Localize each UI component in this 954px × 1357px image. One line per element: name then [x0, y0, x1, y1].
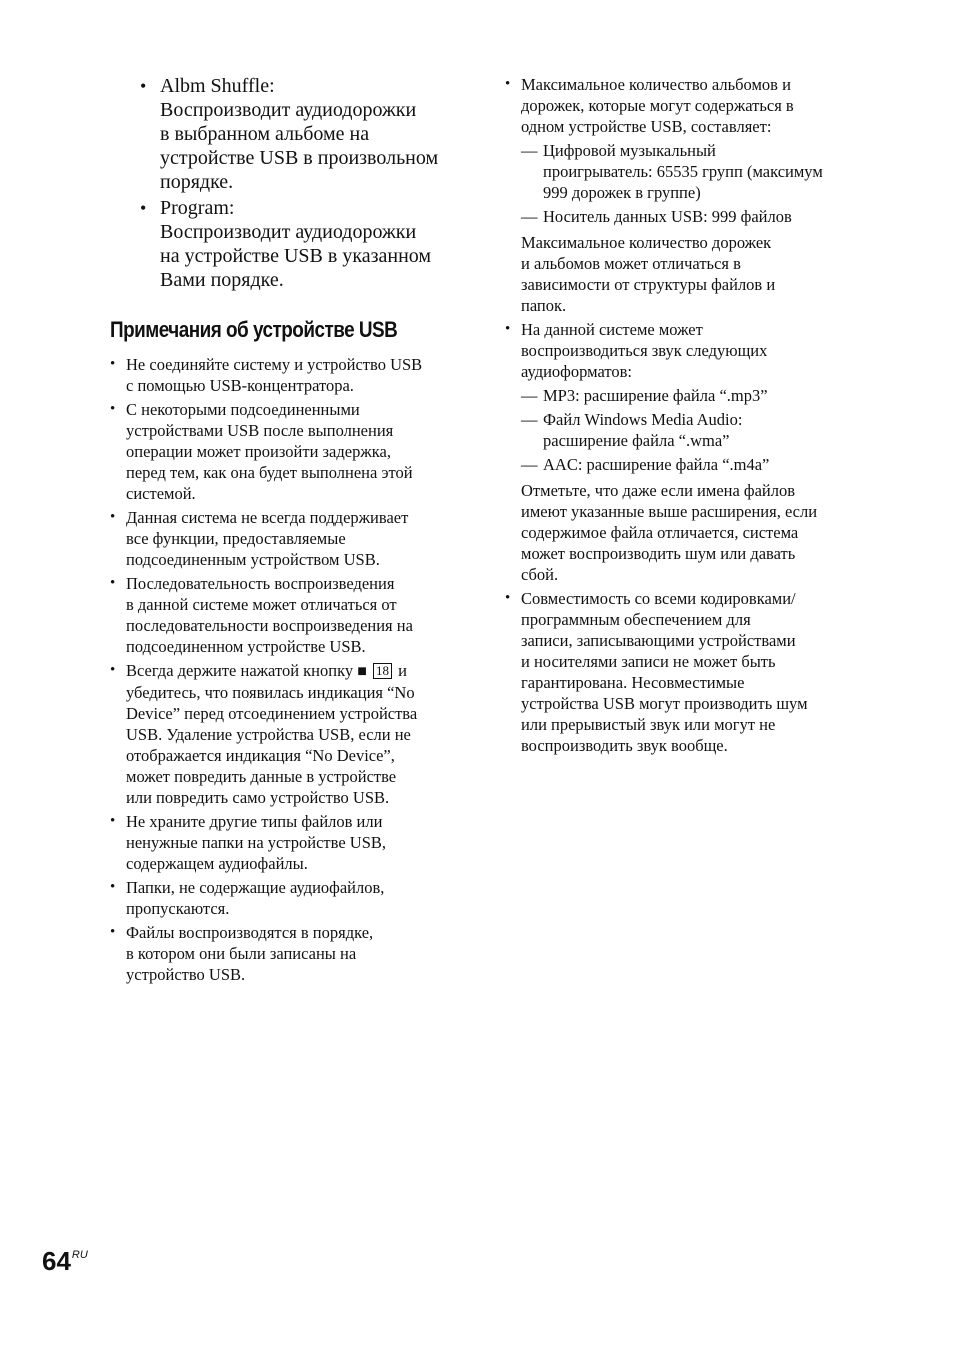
dash-line: MP3: расширение файла “.mp3” — [543, 386, 768, 405]
dash-mark: — — [521, 141, 538, 160]
note-line: Последовательность воспроизведения — [126, 574, 395, 593]
note-continuation — [505, 232, 865, 316]
note-line: USB. Удаление устройства USB, если не — [126, 725, 411, 744]
bullet: • — [140, 76, 147, 96]
note-line: системой. — [126, 484, 196, 503]
page-number-value: 64 — [42, 1246, 71, 1276]
note-continuation — [505, 480, 865, 585]
item-title: Albm Shuffle: — [160, 75, 275, 97]
note-line: Не соединяйте систему и устройство USB — [126, 355, 423, 374]
note-line: На данной системе может — [521, 320, 703, 339]
note-line: подсоединенном устройстве USB. — [126, 637, 366, 656]
dash-line: Файл Windows Media Audio: — [543, 410, 743, 429]
note-line: папок. — [521, 296, 567, 315]
note-line: устройствами USB после выполнения — [126, 421, 394, 440]
list-item-program — [140, 196, 470, 292]
dash-line: расширение файла “.wma” — [543, 431, 730, 450]
note-line: гарантирована. Несовместимые — [521, 673, 745, 692]
item-line: Воспроизводит аудиодорожки — [160, 99, 417, 121]
note-line: С некоторыми подсоединенными — [126, 400, 360, 419]
note-item — [110, 399, 460, 504]
item-line: на устройстве USB в указанном — [160, 245, 432, 267]
bullet: • — [110, 401, 116, 417]
note-item — [110, 877, 460, 919]
dash-item — [505, 206, 865, 227]
note-line: воспроизводиться звук следующих — [521, 341, 768, 360]
note-text: Всегда держите нажатой кнопку — [126, 661, 354, 680]
note-line: устройство USB. — [126, 965, 246, 984]
dash-item — [505, 140, 865, 203]
note-text: и — [398, 661, 407, 680]
note-line: имеют указанные выше расширения, если — [521, 502, 818, 521]
note-line: сбой. — [521, 565, 559, 584]
note-line: Данная система не всегда поддерживает — [126, 508, 409, 527]
dash-line: проигрыватель: 65535 групп (максимум — [543, 162, 823, 181]
dash-item — [505, 409, 865, 451]
dash-item — [505, 385, 865, 406]
note-line: или повредить само устройство USB. — [126, 788, 390, 807]
item-line: порядке. — [160, 171, 234, 193]
note-line: дорожек, которые могут содержаться в — [521, 96, 794, 115]
note-item — [110, 922, 460, 985]
note-line: одном устройстве USB, составляет: — [521, 117, 772, 136]
playback-modes-list — [140, 74, 470, 292]
note-item — [110, 507, 460, 570]
note-item — [110, 660, 460, 808]
note-item-compatibility — [505, 588, 865, 756]
dash-line: Цифровой музыкальный — [543, 141, 716, 160]
bullet: • — [110, 813, 116, 829]
note-line: все функции, предоставляемые — [126, 529, 346, 548]
note-line: устройства USB могут производить шум — [521, 694, 808, 713]
dash-item — [505, 454, 865, 475]
bullet: • — [505, 321, 511, 337]
dash-mark: — — [521, 410, 538, 429]
note-line: перед тем, как она будет выполнена этой — [126, 463, 413, 482]
dash-line: AAC: расширение файла “.m4a” — [543, 455, 770, 474]
note-item-max-count — [505, 74, 865, 137]
note-line: Не храните другие типы файлов или — [126, 812, 383, 831]
note-line: последовательности воспроизведения на — [126, 616, 413, 635]
note-line: операции может произойти задержка, — [126, 442, 391, 461]
note-line: пропускаются. — [126, 899, 230, 918]
note-line: в котором они были записаны на — [126, 944, 357, 963]
dash-line: Носитель данных USB: 999 файлов — [543, 207, 792, 226]
note-line: Максимальное количество дорожек — [521, 233, 772, 252]
dash-line: 999 дорожек в группе) — [543, 183, 701, 202]
usb-notes-section — [110, 316, 460, 988]
bullet: • — [110, 509, 116, 525]
note-item — [110, 354, 460, 396]
stop-icon: ■ — [357, 663, 367, 680]
note-line: отображается индикация “No Device”, — [126, 746, 395, 765]
dash-mark: — — [521, 455, 538, 474]
reference-number: 18 — [373, 663, 392, 679]
note-line — [126, 660, 460, 682]
note-item — [110, 811, 460, 874]
bullet: • — [110, 924, 116, 940]
bullet: • — [505, 590, 511, 606]
note-line: с помощью USB-концентратора. — [126, 376, 354, 395]
note-line: Файлы воспроизводятся в порядке, — [126, 923, 374, 942]
note-line: в данной системе может отличаться от — [126, 595, 397, 614]
bullet: • — [110, 356, 116, 372]
page-number — [42, 1246, 88, 1277]
note-line: программным обеспечением для — [521, 610, 751, 629]
bullet: • — [110, 575, 116, 591]
note-line: Device” перед отсоединением устройства — [126, 704, 418, 723]
note-line: убедитесь, что появилась индикация “No — [126, 683, 415, 702]
dash-mark: — — [521, 386, 538, 405]
bullet: • — [140, 198, 147, 218]
item-line: в выбранном альбоме на — [160, 123, 370, 145]
bullet: • — [505, 76, 511, 92]
bullet: • — [110, 662, 116, 678]
note-line: записи, записывающими устройствами — [521, 631, 796, 650]
list-item-albm-shuffle — [140, 74, 470, 194]
note-line: может воспроизводить шум или давать — [521, 544, 796, 563]
note-line: Максимальное количество альбомов и — [521, 75, 791, 94]
note-line: ненужные папки на устройстве USB, — [126, 833, 387, 852]
note-line: содержимое файла отличается, система — [521, 523, 799, 542]
note-item-audio-formats — [505, 319, 865, 382]
note-item — [110, 573, 460, 657]
bullet: • — [110, 879, 116, 895]
item-title: Program: — [160, 197, 235, 219]
note-line: и носителями записи не может быть — [521, 652, 776, 671]
note-line: и альбомов может отличаться в — [521, 254, 741, 273]
section-heading: Примечания об устройстве USB — [110, 317, 398, 342]
note-line: Совместимость со всеми кодировками/ — [521, 589, 796, 608]
right-column — [505, 74, 865, 759]
dash-mark: — — [521, 207, 538, 226]
note-line: подсоединенным устройством USB. — [126, 550, 380, 569]
note-line: или прерывистый звук или могут не — [521, 715, 776, 734]
note-line: Отметьте, что даже если имена файлов — [521, 481, 796, 500]
note-line: аудиоформатов: — [521, 362, 632, 381]
note-line: может повредить данные в устройстве — [126, 767, 397, 786]
page-language-suffix: RU — [71, 1249, 88, 1261]
note-line: содержащем аудиофайлы. — [126, 854, 308, 873]
item-line: Воспроизводит аудиодорожки — [160, 221, 417, 243]
item-line: Вами порядке. — [160, 269, 284, 291]
note-line: Папки, не содержащие аудиофайлов, — [126, 878, 385, 897]
note-line: зависимости от структуры файлов и — [521, 275, 776, 294]
item-line: устройстве USB в произвольном — [160, 147, 439, 169]
note-line: воспроизводить звук вообще. — [521, 736, 728, 755]
